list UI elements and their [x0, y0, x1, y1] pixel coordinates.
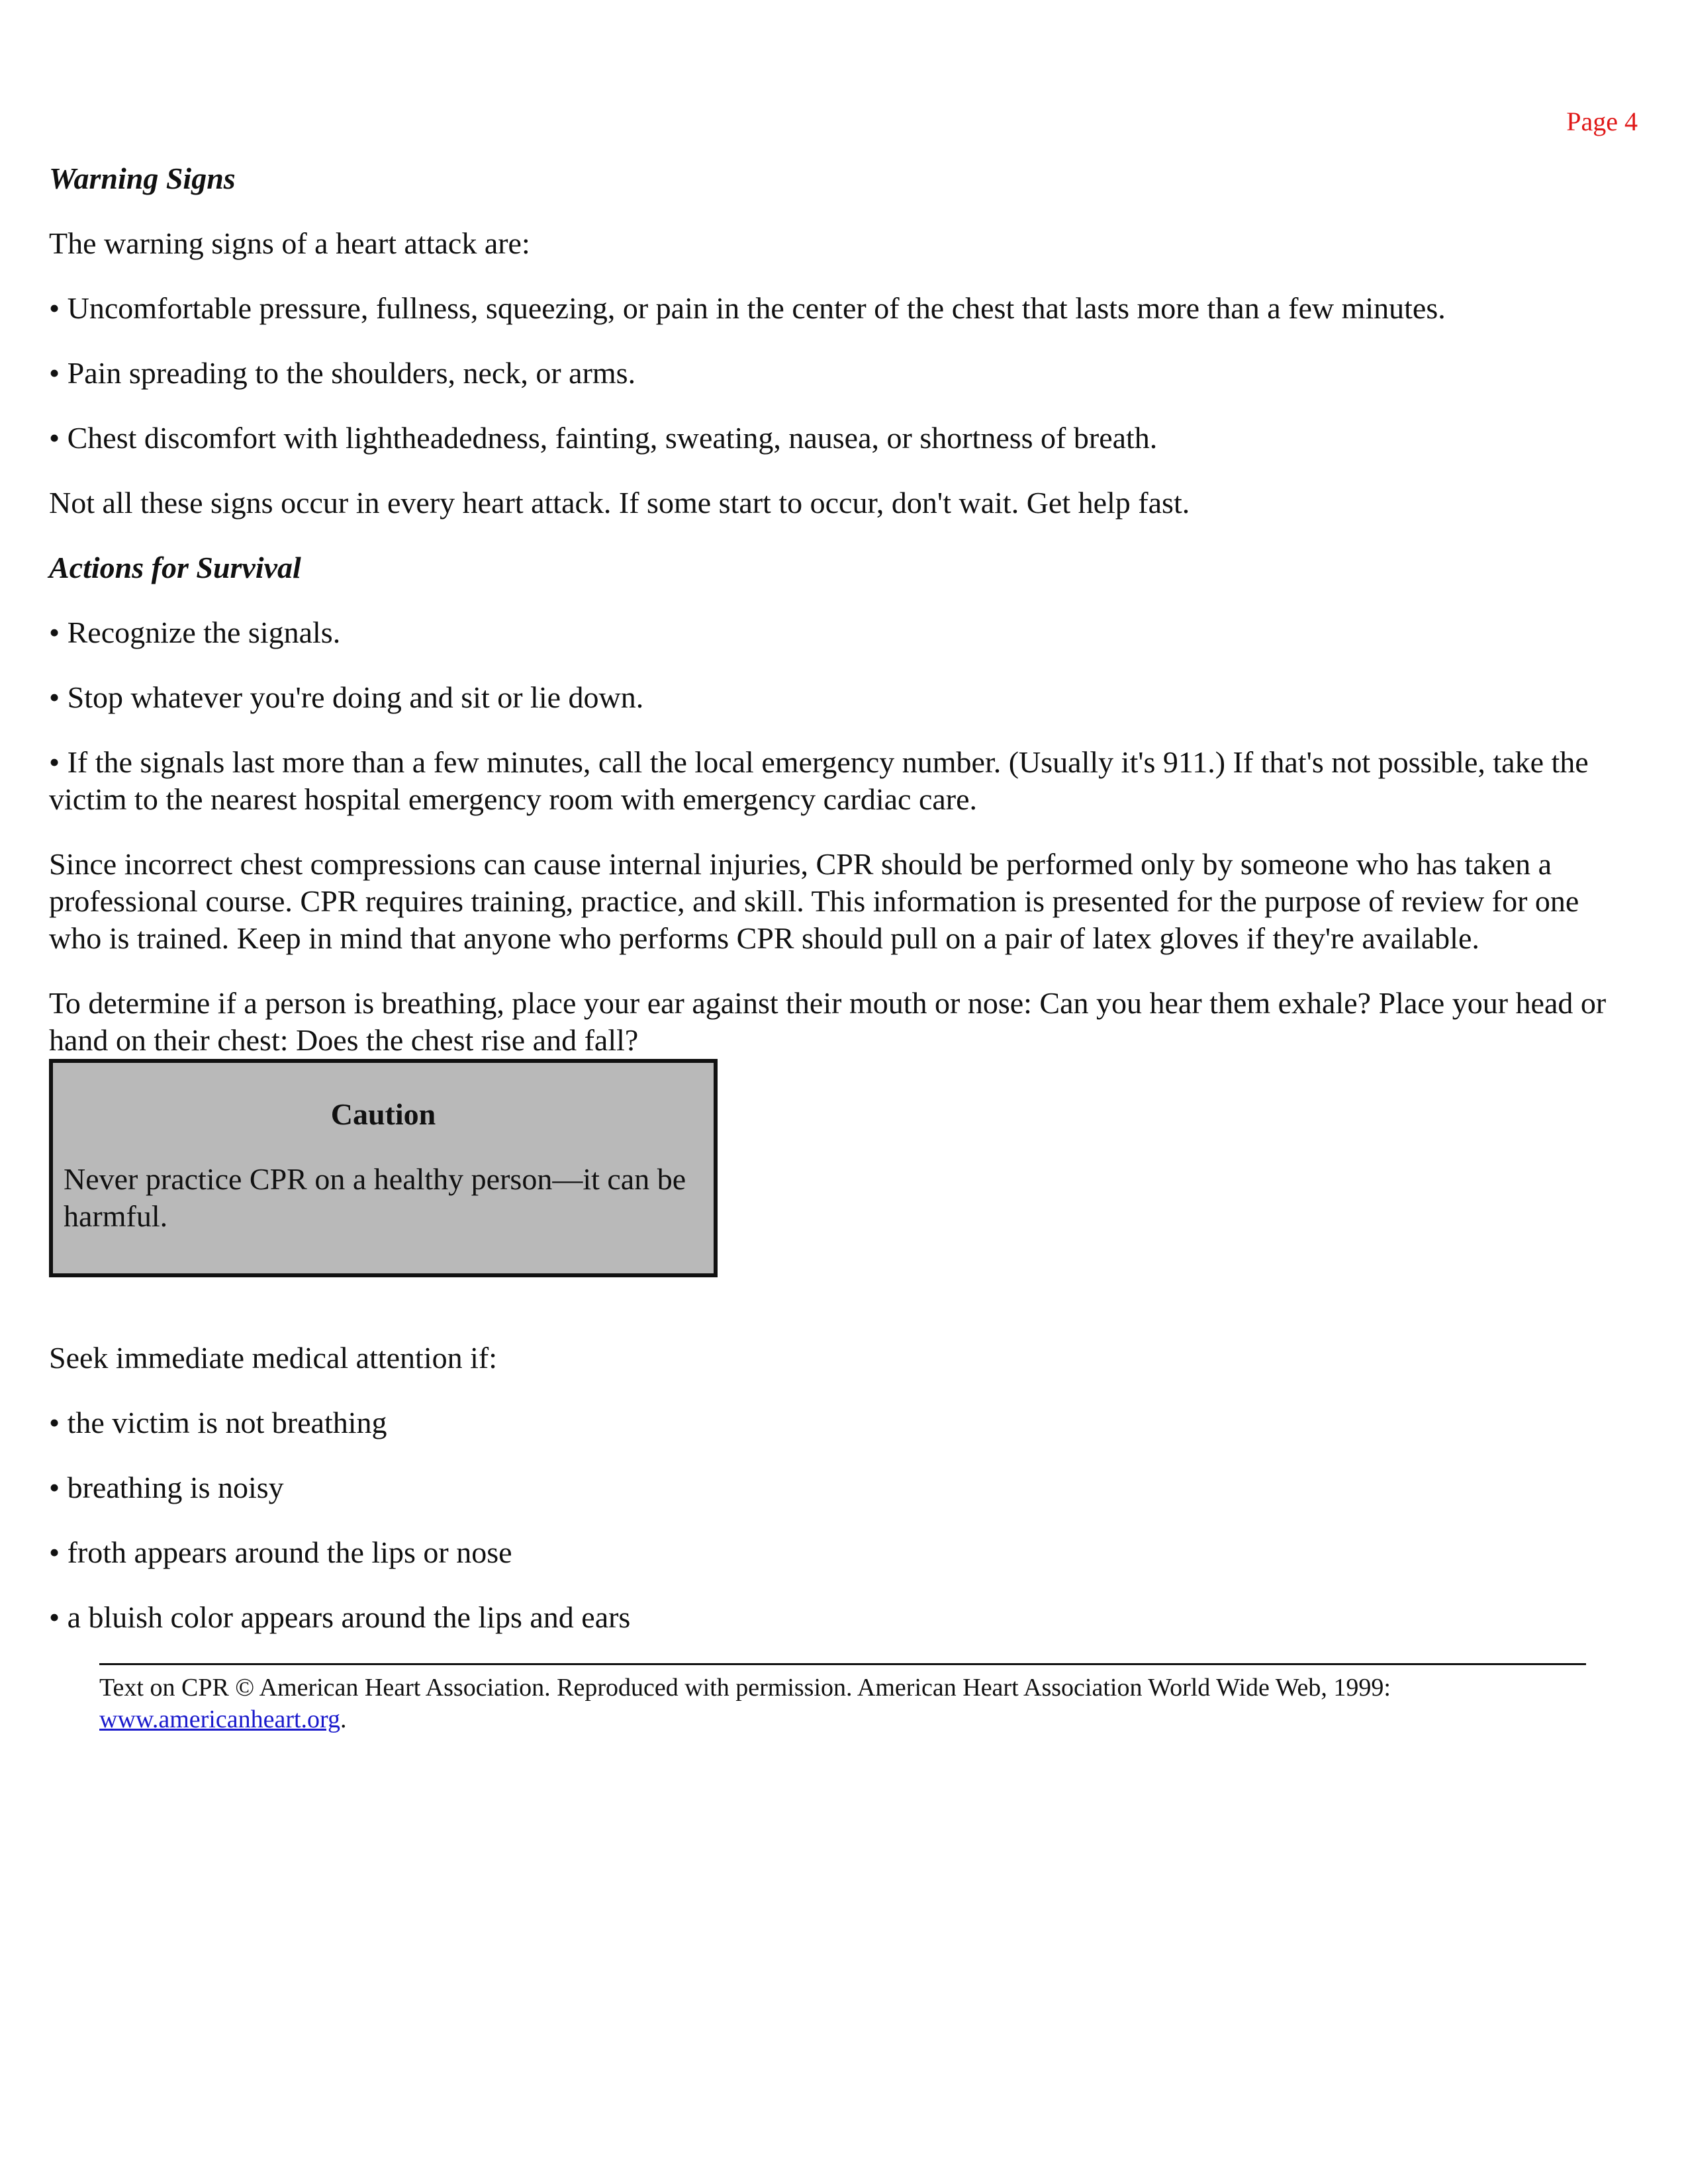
warning-sign-item: • Uncomfortable pressure, fullness, squeezing, or pain in the center of the chest that lasts more than a few minutes. — [49, 291, 1446, 325]
cpr-paragraph: Since incorrect chest compressions can cause internal injuries, CPR should be performed only by someone who has taken a professional course. CPR requires training, practice, and skill. This information is presented for the purpose of review for one who is trained. Keep in mind that anyone who performs CPR should pull on a pair of latex gloves if they're available. — [49, 847, 1579, 955]
page-number: Page 4 — [1566, 107, 1638, 136]
actions-heading: Actions for Survival — [49, 551, 301, 584]
warning-sign-item: • Pain spreading to the shoulders, neck, or arms. — [49, 356, 636, 390]
medical-attention-intro: Seek immediate medical attention if: — [49, 1341, 497, 1375]
footnote-suffix: . — [340, 1706, 347, 1733]
medical-attention-item: • the victim is not breathing — [49, 1406, 387, 1439]
caution-text: Never practice CPR on a healthy person—it can be harmful. — [64, 1162, 686, 1233]
caution-box — [49, 1059, 718, 1277]
caution-title: Caution — [330, 1097, 436, 1131]
warning-signs-intro: The warning signs of a heart attack are: — [49, 226, 530, 260]
action-item: • If the signals last more than a few minutes, call the local emergency number. (Usually it's 911.) If that's not possible, take the victim to the nearest hospital emergency room with emergency cardiac care. — [49, 745, 1589, 816]
document-page — [49, 0, 1638, 2184]
american-heart-link[interactable]: www.americanheart.org — [99, 1706, 341, 1733]
footnote — [99, 1663, 1586, 1735]
warning-sign-item: • Chest discomfort with lightheadedness, fainting, sweating, nausea, or shortness of breath. — [49, 421, 1158, 455]
footnote-text: Text on CPR © American Heart Association. Reproduced with permission. American Heart Association World Wide Web, 1999: — [99, 1674, 1391, 1702]
warning-signs-closing: Not all these signs occur in every heart attack. If some start to occur, don't wait. Get help fast. — [49, 486, 1190, 520]
action-item: • Recognize the signals. — [49, 615, 341, 649]
action-item: • Stop whatever you're doing and sit or lie down. — [49, 680, 644, 714]
warning-signs-heading: Warning Signs — [49, 161, 236, 195]
document-body — [49, 160, 1638, 1664]
medical-attention-item: • breathing is noisy — [49, 1471, 284, 1504]
breathing-paragraph: To determine if a person is breathing, place your ear against their mouth or nose: Can you hear them exhale? Place your head or hand on their chest: Does the chest rise and fall? — [49, 986, 1607, 1057]
medical-attention-item: • a bluish color appears around the lips and ears — [49, 1600, 631, 1634]
medical-attention-item: • froth appears around the lips or nose — [49, 1535, 512, 1569]
